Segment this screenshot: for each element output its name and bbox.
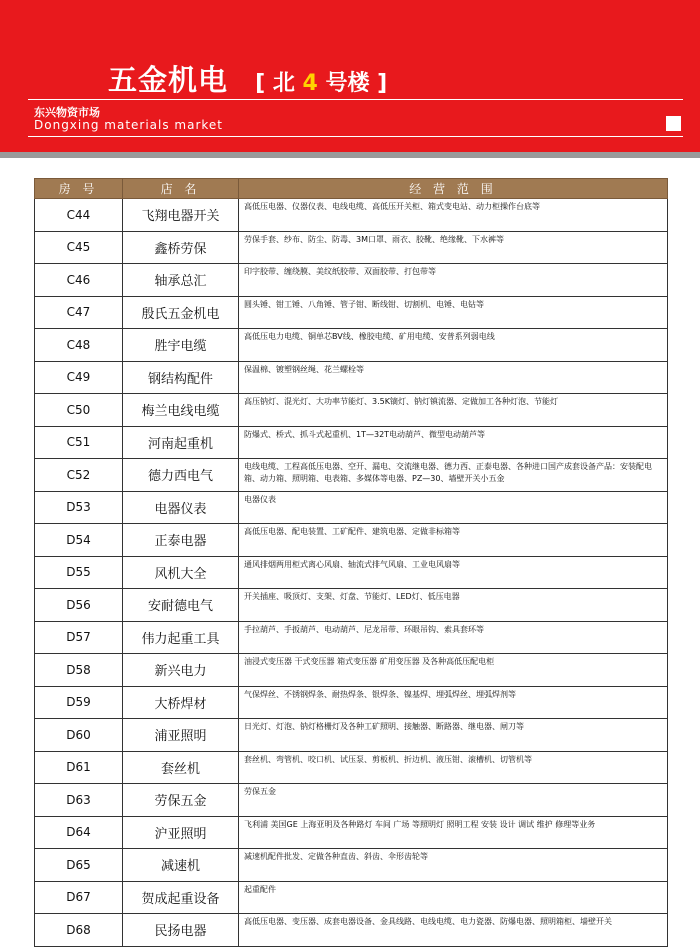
room-number: D59 — [35, 686, 123, 719]
table-row — [35, 459, 668, 492]
header-store: 店 名 — [123, 179, 239, 199]
room-number: C51 — [35, 426, 123, 459]
business-scope: 开关插座、吸顶灯、支架、灯盘、节能灯、LED灯、低压电器 — [239, 589, 668, 622]
business-scope: 高低压电器、配电装置、工矿配件、建筑电器、定做非标箱等 — [239, 524, 668, 557]
business-scope: 电线电缆、工程高低压电器、空开、漏电、交流继电器、德力西、正泰电器、各种进口国产成套设备产品：安装配电箱、动力箱、照明箱、电表箱、多媒体等电器、PZ—30、墙壁开关小五金 — [239, 459, 668, 492]
table-row — [35, 816, 668, 849]
store-name: 大桥焊材 — [123, 686, 239, 719]
table-row — [35, 329, 668, 362]
store-name: 沪亚照明 — [123, 816, 239, 849]
room-number: D64 — [35, 816, 123, 849]
table-row — [35, 264, 668, 297]
table-row — [35, 394, 668, 427]
table-row — [35, 296, 668, 329]
store-name: 减速机 — [123, 849, 239, 882]
store-name: 德力西电气 — [123, 459, 239, 492]
table-row — [35, 199, 668, 232]
room-number: C45 — [35, 231, 123, 264]
header-banner — [0, 0, 700, 152]
table-row — [35, 491, 668, 524]
room-number: D57 — [35, 621, 123, 654]
banner-shadow — [0, 152, 700, 158]
table-header-row — [35, 179, 668, 199]
room-number: D68 — [35, 914, 123, 947]
room-number: C47 — [35, 296, 123, 329]
store-name: 殷氏五金机电 — [123, 296, 239, 329]
room-number: C52 — [35, 459, 123, 492]
business-scope: 套丝机、弯管机、咬口机、试压泵、剪板机、折边机、液压钳、滚槽机、切管机等 — [239, 751, 668, 784]
store-name: 钢结构配件 — [123, 361, 239, 394]
room-number: D63 — [35, 784, 123, 817]
market-subtitle — [28, 99, 683, 137]
business-scope: 劳保手套、纱布、防尘、防毒、3M口罩、雨衣、胶靴、绝缘靴、下水裤等 — [239, 231, 668, 264]
table-row — [35, 621, 668, 654]
business-scope: 高低压电器、仪器仪表、电线电缆、高低压开关柜、箱式变电站、动力柜操作台底等 — [239, 199, 668, 232]
store-name: 浦亚照明 — [123, 719, 239, 752]
room-number: D60 — [35, 719, 123, 752]
store-name: 劳保五金 — [123, 784, 239, 817]
table-row — [35, 686, 668, 719]
business-scope: 保温棉、镀塑钢丝绳、花兰螺栓等 — [239, 361, 668, 394]
business-scope: 油浸式变压器 干式变压器 箱式变压器 矿用变压器 及各种高低压配电柜 — [239, 654, 668, 687]
header-business: 经 营 范 围 — [239, 179, 668, 199]
room-number: D65 — [35, 849, 123, 882]
business-scope: 高低压电力电缆、铜单芯BV线、橡胶电缆、矿用电缆、安普系列弱电线 — [239, 329, 668, 362]
room-number: C50 — [35, 394, 123, 427]
store-name: 轴承总汇 — [123, 264, 239, 297]
business-scope: 印字胶带、缠绕膜、美纹纸胶带、双面胶带、打包带等 — [239, 264, 668, 297]
header-room: 房 号 — [35, 179, 123, 199]
store-name: 贺成起重设备 — [123, 881, 239, 914]
business-scope: 防爆式、桥式、抓斗式起重机、1T—32T电动葫芦、微型电动葫芦等 — [239, 426, 668, 459]
table-row — [35, 556, 668, 589]
store-name: 正泰电器 — [123, 524, 239, 557]
store-name: 安耐德电气 — [123, 589, 239, 622]
business-scope: 高压钠灯、混光灯、大功率节能灯、3.5K镝灯、钠灯镇流器、定做加工各种灯泡、节能灯 — [239, 394, 668, 427]
room-number: C49 — [35, 361, 123, 394]
room-number: D61 — [35, 751, 123, 784]
table-row — [35, 881, 668, 914]
store-name: 胜宇电缆 — [123, 329, 239, 362]
business-scope: 日光灯、灯泡、钠灯格栅灯及各种工矿照明、接触器、断路器、继电器、闸刀等 — [239, 719, 668, 752]
business-scope: 飞利浦 美国GE 上海亚明及各种路灯 车间 广场 等照明灯 照明工程 安装 设计 调试 维护 修理等业务 — [239, 816, 668, 849]
room-number: D55 — [35, 556, 123, 589]
shop-directory-table — [34, 178, 668, 947]
table-row — [35, 751, 668, 784]
table-row — [35, 589, 668, 622]
business-scope: 起重配件 — [239, 881, 668, 914]
table-row — [35, 914, 668, 947]
business-scope: 手拉葫芦、手扳葫芦、电动葫芦、尼龙吊带、环眼吊钩、索具套环等 — [239, 621, 668, 654]
business-scope: 气保焊丝、不锈钢焊条、耐热焊条、银焊条、镍基焊、埋弧焊丝、埋弧焊剂等 — [239, 686, 668, 719]
room-number: D53 — [35, 491, 123, 524]
store-name: 飞翔电器开关 — [123, 199, 239, 232]
business-scope: 高低压电器、变压器、成套电器设备、金具线路、电线电缆、电力瓷器、防爆电器、照明箱柜、墙壁开关 — [239, 914, 668, 947]
building-label — [255, 71, 387, 96]
room-number: D67 — [35, 881, 123, 914]
store-name: 风机大全 — [123, 556, 239, 589]
store-name: 新兴电力 — [123, 654, 239, 687]
room-number: C46 — [35, 264, 123, 297]
table-row — [35, 654, 668, 687]
store-name: 伟力起重工具 — [123, 621, 239, 654]
market-name-en: Dongxing materials market — [34, 118, 224, 132]
business-scope: 劳保五金 — [239, 784, 668, 817]
table-row — [35, 524, 668, 557]
store-name: 鑫桥劳保 — [123, 231, 239, 264]
table-row — [35, 426, 668, 459]
decorative-square — [666, 116, 681, 131]
page-title — [108, 58, 387, 99]
business-scope: 圆头锤、钳工锤、八角锤、管子钳、断线钳、切割机、电锤、电钻等 — [239, 296, 668, 329]
store-name: 梅兰电线电缆 — [123, 394, 239, 427]
business-scope: 电器仪表 — [239, 491, 668, 524]
building-number: 4 — [302, 71, 318, 96]
table-row — [35, 849, 668, 882]
category-title: 五金机电 — [108, 63, 229, 97]
table-row — [35, 361, 668, 394]
table-row — [35, 719, 668, 752]
store-name: 套丝机 — [123, 751, 239, 784]
building-close: 号楼 ] — [325, 71, 388, 96]
room-number: D58 — [35, 654, 123, 687]
room-number: C44 — [35, 199, 123, 232]
room-number: C48 — [35, 329, 123, 362]
business-scope: 通风排烟两用柜式离心风扇、轴流式排气风扇、工业电风扇等 — [239, 556, 668, 589]
market-name-cn: 东兴物资市场 — [34, 106, 100, 119]
table-row — [35, 231, 668, 264]
business-scope: 减速机配件批发、定做各种直齿、斜齿、伞形齿轮等 — [239, 849, 668, 882]
store-name: 河南起重机 — [123, 426, 239, 459]
store-name: 民扬电器 — [123, 914, 239, 947]
room-number: D56 — [35, 589, 123, 622]
room-number: D54 — [35, 524, 123, 557]
store-name: 电器仪表 — [123, 491, 239, 524]
building-open: [ 北 — [255, 71, 295, 96]
table-row — [35, 784, 668, 817]
